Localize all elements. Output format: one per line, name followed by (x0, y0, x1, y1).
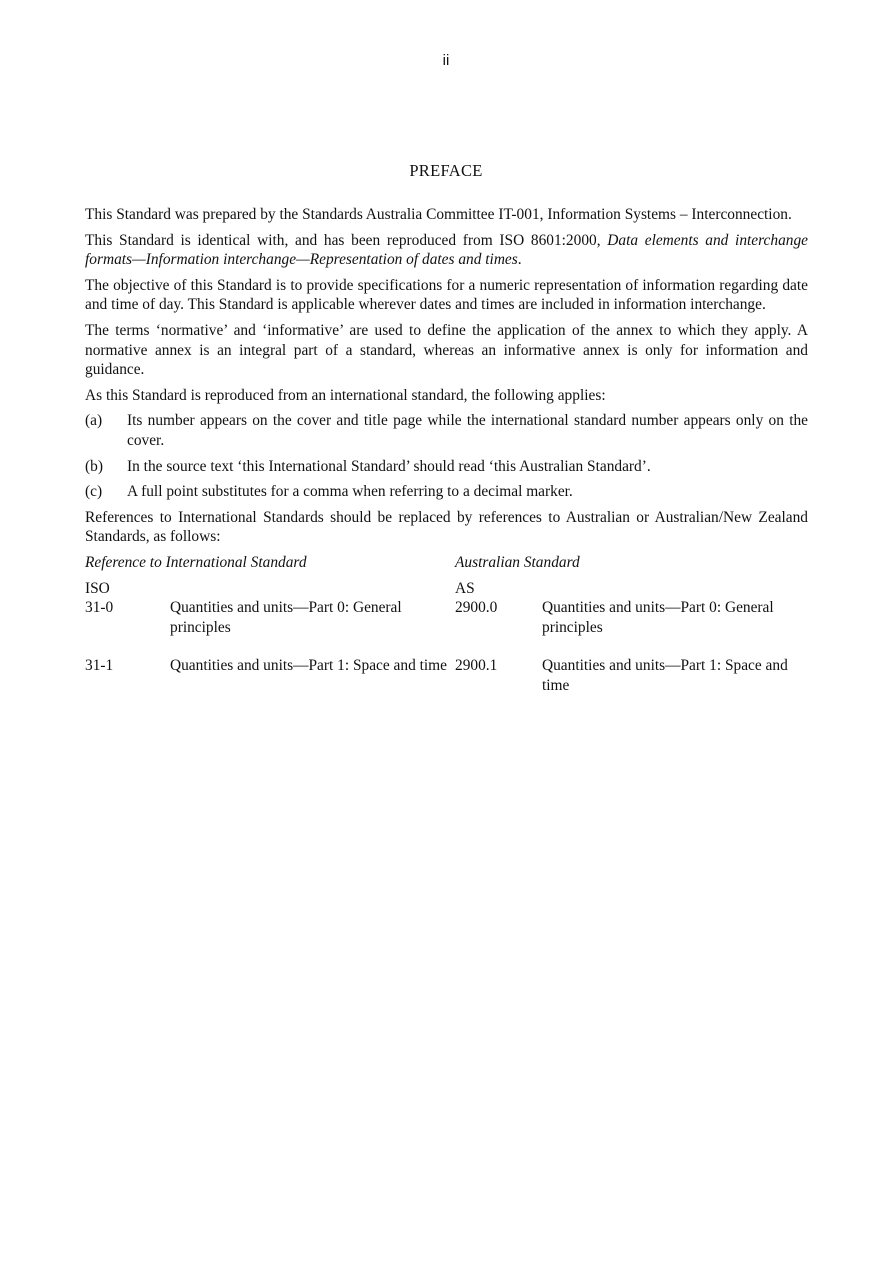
as-number: 2900.0 (455, 599, 498, 617)
iso-number: 31-1 (85, 657, 114, 675)
label-iso: ISO (85, 579, 110, 597)
references-intro: References to International Standards should be replaced by references to Australian or Australian/New Zealand Standards, as follows: (85, 508, 808, 546)
label-as: AS (455, 579, 475, 597)
list-marker: (a) (85, 412, 103, 430)
header-australian: Australian Standard (455, 553, 580, 571)
reproduction-paragraph: As this Standard is reproduced from an international standard, the following applies: (85, 386, 606, 404)
list-text: A full point substitutes for a comma when referring to a decimal marker. (127, 483, 573, 501)
references-table (85, 553, 808, 696)
identical-end: . (517, 251, 522, 269)
header-international: Reference to International Standard (85, 553, 307, 571)
iso-title: Quantities and units—Part 0: General principles (170, 599, 402, 636)
terms-paragraph: The terms ‘normative’ and ‘informative’ are used to define the application of the annex to which they apply. A normative annex is an integral part of a standard, whereas an informative annex is only for information and guidance. (85, 321, 808, 379)
committee-paragraph: This Standard was prepared by the Standards Australia Committee IT-001, Information Systems – Interconnection. (85, 206, 792, 223)
page-number: ii (442, 52, 450, 69)
list-marker: (c) (85, 483, 103, 501)
objective-paragraph: The objective of this Standard is to provide specifications for a numeric representation of information regarding date and time of day. This Standard is applicable wherever dates and times are included in information interchange. (85, 276, 808, 314)
identical-paragraph (85, 231, 808, 270)
list-text: In the source text ‘this International Standard’ should read ‘this Australian Standard’. (127, 457, 651, 475)
page-title: PREFACE (409, 161, 483, 180)
iso-number: 31-0 (85, 599, 114, 617)
standard-title: Data elements and interchange formats—Information interchange—Representation of dates and times (85, 231, 808, 269)
list-item (85, 411, 808, 450)
list-marker: (b) (85, 457, 103, 475)
preface-content (85, 205, 808, 695)
as-title: Quantities and units—Part 0: General principles (542, 599, 774, 636)
as-number: 2900.1 (455, 657, 498, 675)
list-text: Its number appears on the cover and title page while the international standard number appears only on the cover. (127, 412, 808, 449)
as-title: Quantities and units—Part 1: Space and time (542, 657, 788, 694)
list-item (85, 482, 808, 502)
iso-title: Quantities and units—Part 1: Space and time (170, 657, 447, 675)
list-item (85, 457, 808, 477)
identical-text: This Standard is identical with, and has been reproduced from ISO 8601:2000, (85, 231, 608, 249)
